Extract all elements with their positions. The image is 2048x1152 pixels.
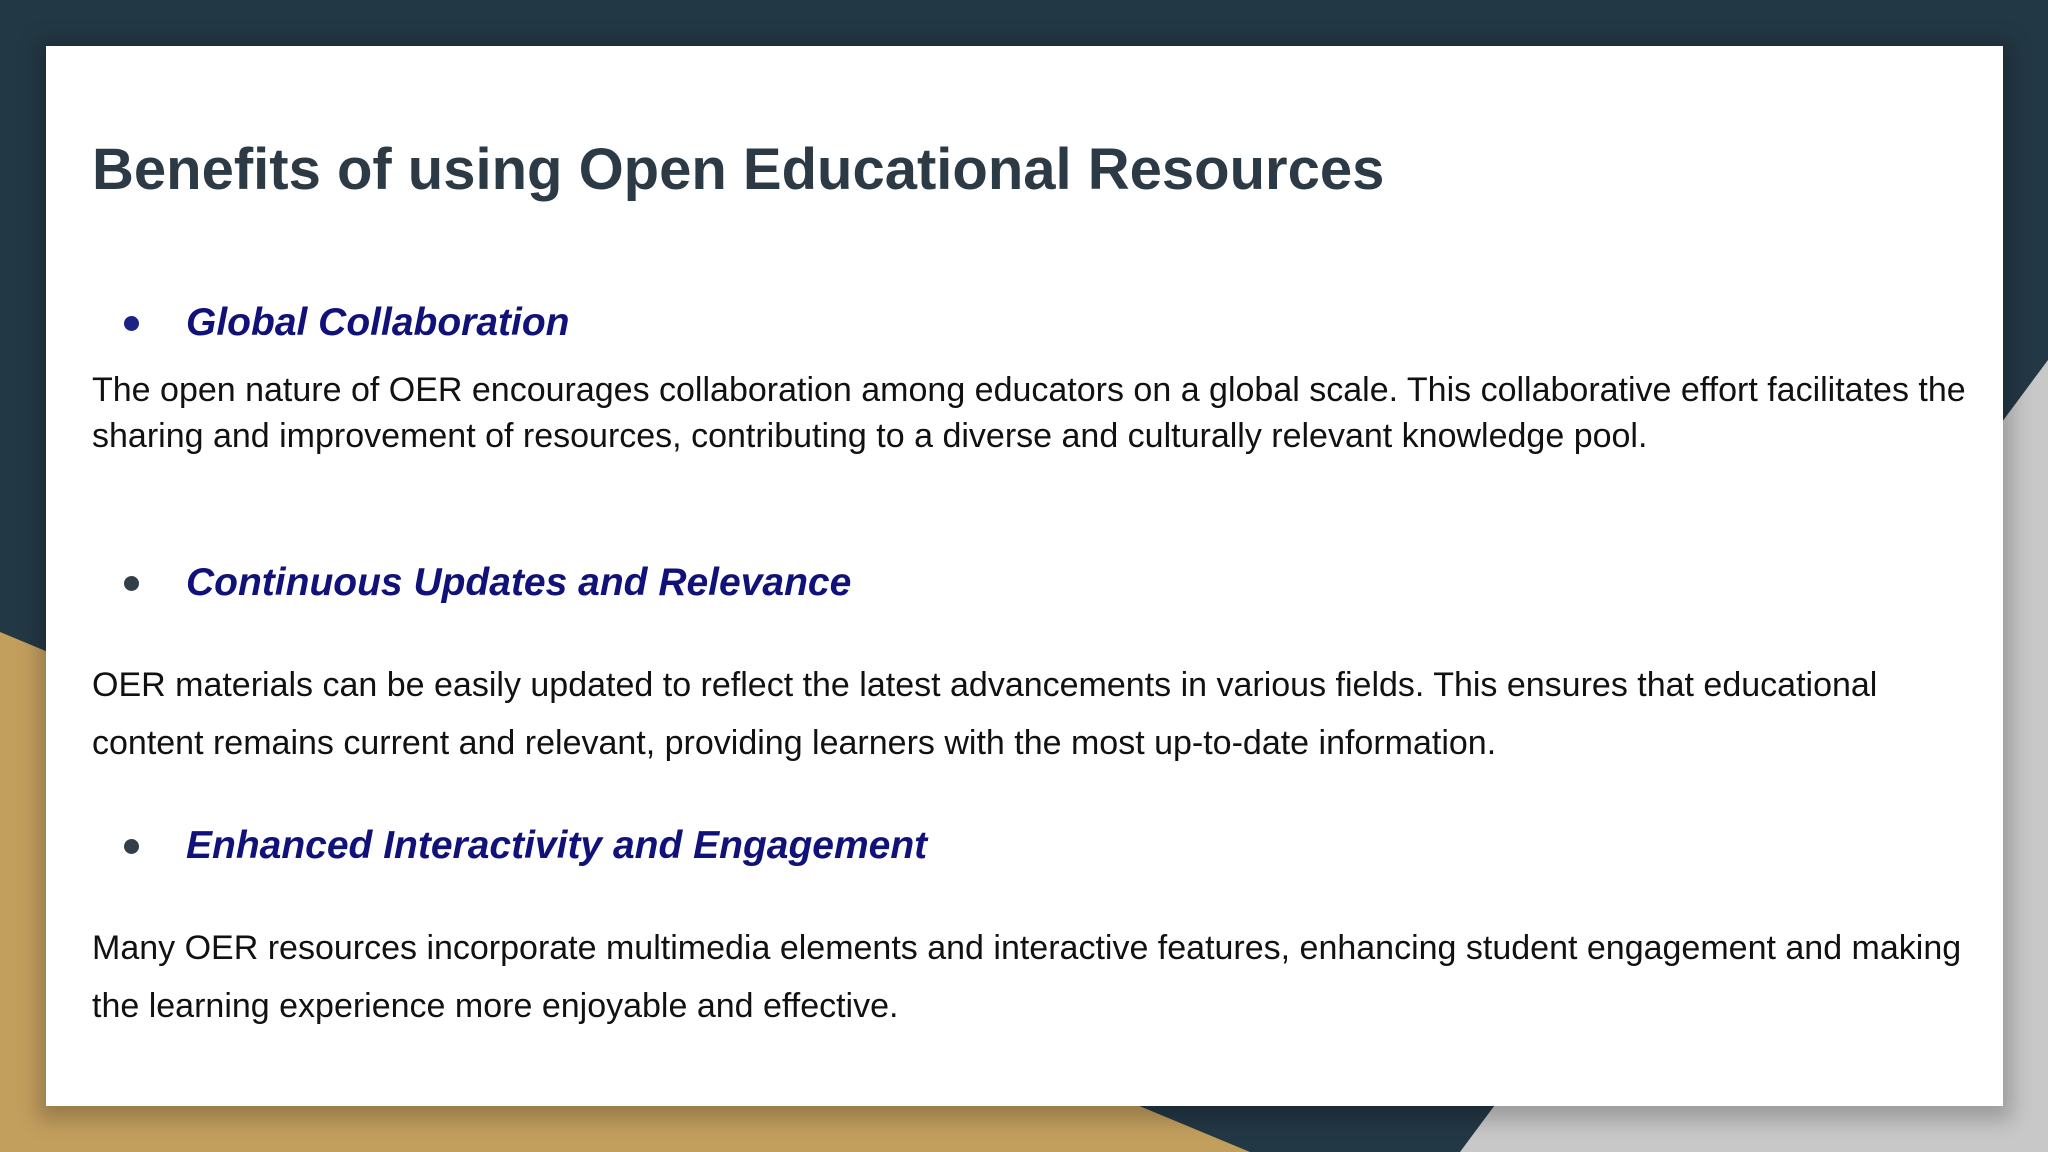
bullet-dot-icon	[124, 839, 139, 854]
slide-title: Benefits of using Open Educational Resources	[92, 137, 1385, 202]
section-heading: Continuous Updates and Relevance	[186, 561, 852, 604]
section-heading: Global Collaboration	[186, 301, 570, 344]
slide-canvas	[46, 46, 2003, 1106]
section-body: The open nature of OER encourages collaboration among educators on a global scale. This collaborative effort facilitates the sharing and improvement of resources, contributing to a diverse and culturally relevant knowledge pool.	[92, 371, 1966, 455]
section-body: Many OER resources incorporate multimedia elements and interactive features, enhancing student engagement and making the learning experience more enjoyable and effective.	[92, 929, 1962, 1025]
section-body: OER materials can be easily updated to reflect the latest advancements in various fields. This ensures that educational content remains current and relevant, providing learners with the most up-to-date information.	[92, 666, 1878, 762]
section-heading: Enhanced Interactivity and Engagement	[186, 824, 928, 867]
bullet-continuous-updates	[124, 553, 851, 613]
bullet-dot-icon	[124, 316, 139, 331]
bullet-dot-icon	[124, 576, 139, 591]
bullet-global-collaboration	[124, 293, 570, 353]
bullet-enhanced-interactivity	[124, 816, 927, 876]
